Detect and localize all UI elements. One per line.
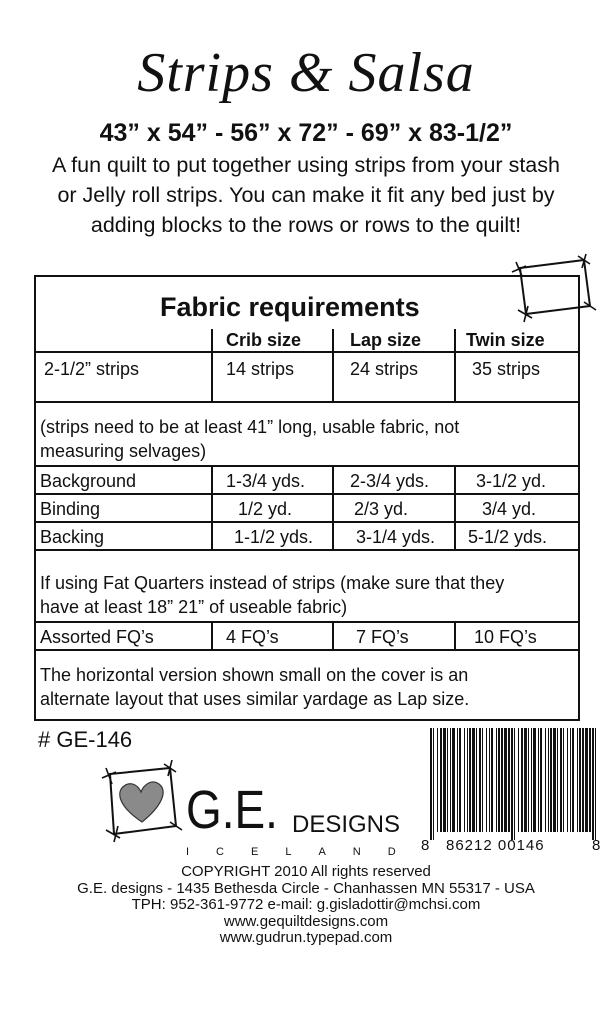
row-background-lap: 2-3/4 yds. xyxy=(350,471,430,491)
intro-line: or Jelly roll strips. You can make it fit any bed just by xyxy=(57,183,555,207)
row-backing-label: Backing xyxy=(40,527,105,547)
intro-line: adding blocks to the rows or rows to the quilt! xyxy=(90,213,522,237)
row-backing-twin: 5-1/2 yds. xyxy=(468,527,548,547)
layout-note xyxy=(40,663,580,711)
footer-line: www.gudrun.typepad.com xyxy=(219,929,393,947)
strips-note-line: (strips need to be at least 41” long, usable fabric, not xyxy=(40,417,460,437)
strips-crib: 14 strips xyxy=(226,359,295,379)
fq-label: Assorted FQ’s xyxy=(40,627,154,647)
layout-note-line: alternate layout that uses similar yardage as Lap size. xyxy=(40,689,470,709)
strips-label: 2-1/2” strips xyxy=(44,359,140,379)
barcode-digits: 86212 00146 xyxy=(446,837,545,854)
column-header-twin: Twin size xyxy=(466,330,545,350)
row-binding-twin: 3/4 yd. xyxy=(482,499,537,519)
footer-line: G.E. designs - 1435 Bethesda Circle - Chanhassen MN 55317 - USA xyxy=(77,879,535,897)
footer-line: TPH: 952-361-9772 e-mail: g.gisladottir@mchsi.com xyxy=(131,896,481,914)
row-background-label: Background xyxy=(40,471,137,491)
strips-twin: 35 strips xyxy=(472,359,541,379)
fq-crib: 4 FQ’s xyxy=(226,627,279,647)
row-backing-lap: 3-1/4 yds. xyxy=(356,527,436,547)
fq-lap: 7 FQ’s xyxy=(356,627,409,647)
quilt-sizes: 43” x 54” - 56” x 72” - 69” x 83-1/2” xyxy=(99,119,513,147)
fq-note-line: If using Fat Quarters instead of strips (make sure that they xyxy=(40,573,505,593)
footer-line: www.gequiltdesigns.com xyxy=(223,912,389,930)
ge-designs-logo xyxy=(98,760,423,860)
row-background-twin: 3-1/2 yd. xyxy=(476,471,547,491)
column-header-lap: Lap size xyxy=(350,330,422,350)
row-binding-lap: 2/3 yd. xyxy=(354,499,409,519)
copyright-footer xyxy=(0,864,612,947)
fq-twin: 10 FQ’s xyxy=(474,627,537,647)
row-binding-crib: 1/2 yd. xyxy=(238,499,293,519)
fabric-requirements-table xyxy=(34,275,580,721)
strips-lap: 24 strips xyxy=(350,359,419,379)
fq-note-line: have at least 18” 21” of useable fabric) xyxy=(40,597,348,617)
pattern-title: Strips & Salsa xyxy=(137,42,475,104)
intro-text xyxy=(12,150,600,240)
layout-note-line: The horizontal version shown small on the cover is an xyxy=(40,665,469,685)
barcode-digit-left: 8 xyxy=(421,837,430,854)
fq-note xyxy=(40,571,580,619)
strips-note-line: measuring selvages) xyxy=(40,441,207,461)
footer-line: COPYRIGHT 2010 All rights reserved xyxy=(181,863,431,880)
barcode-digit-right: 8 xyxy=(592,837,601,854)
heart-patch-icon xyxy=(98,760,184,844)
pattern-code: # GE-146 xyxy=(38,727,133,752)
logo-designs-text: DESIGNS xyxy=(292,811,401,838)
row-binding-label: Binding xyxy=(40,499,101,519)
logo-iceland-text: ICELAND xyxy=(186,846,423,858)
logo-ge-text: G.E. xyxy=(186,780,278,840)
intro-line: A fun quilt to put together using strips from your stash xyxy=(52,153,560,177)
column-header-crib: Crib size xyxy=(226,330,302,350)
row-backing-crib: 1-1/2 yds. xyxy=(234,527,314,547)
row-background-crib: 1-3/4 yds. xyxy=(226,471,306,491)
strips-note xyxy=(40,415,580,463)
fabric-heading: Fabric requirements xyxy=(160,292,420,322)
